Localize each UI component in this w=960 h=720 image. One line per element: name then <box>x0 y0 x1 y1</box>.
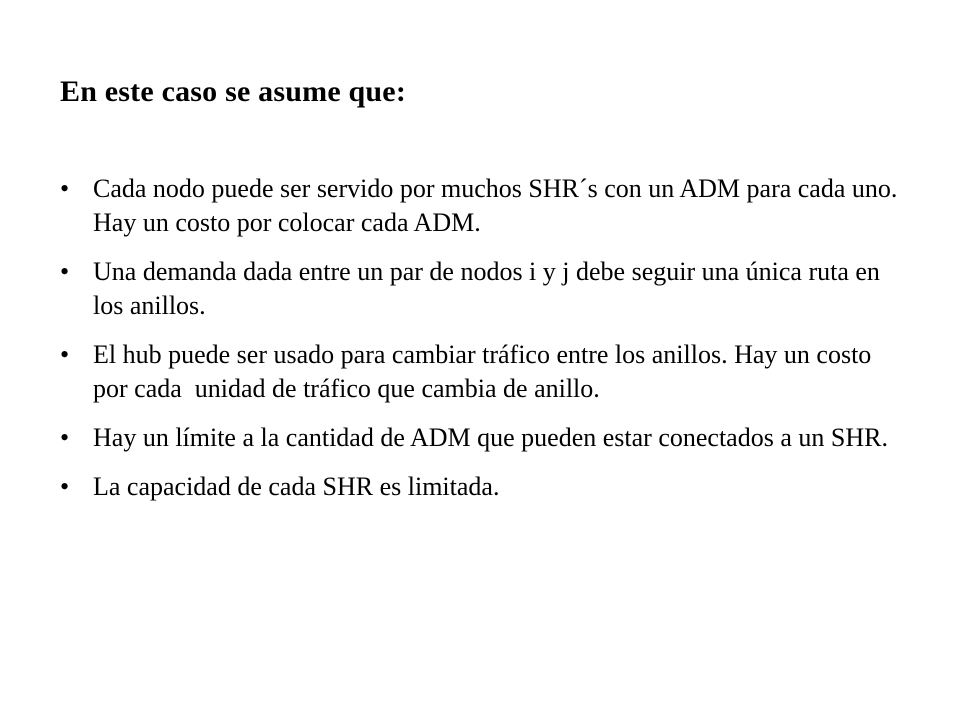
bullet-list <box>60 172 900 519</box>
slide-title: En este caso se asume que: <box>60 75 407 108</box>
bullet-item <box>60 421 900 455</box>
bullet-text: La capacidad de cada SHR es limitada. <box>93 472 500 501</box>
bullet-item <box>60 172 900 240</box>
bullet-dot-icon: • <box>60 257 70 286</box>
bullet-item <box>60 470 900 504</box>
bullet-text: Hay un límite a la cantidad de ADM que pueden estar conectados a un SHR. <box>93 423 888 452</box>
bullet-dot-icon: • <box>60 174 70 203</box>
bullet-dot-icon: • <box>60 423 70 452</box>
bullet-text: El hub puede ser usado para cambiar tráfico entre los anillos. Hay un costo por cada unidad de tráfico que cambia de anillo. <box>93 340 878 403</box>
bullet-dot-icon: • <box>60 472 70 501</box>
bullet-item <box>60 338 900 406</box>
bullet-dot-icon: • <box>60 340 70 369</box>
bullet-text: Una demanda dada entre un par de nodos i y j debe seguir una única ruta en los anillos. <box>93 257 880 320</box>
bullet-text: Cada nodo puede ser servido por muchos SHR´s con un ADM para cada uno. Hay un costo por colocar cada ADM. <box>93 174 898 237</box>
bullet-item <box>60 255 900 323</box>
